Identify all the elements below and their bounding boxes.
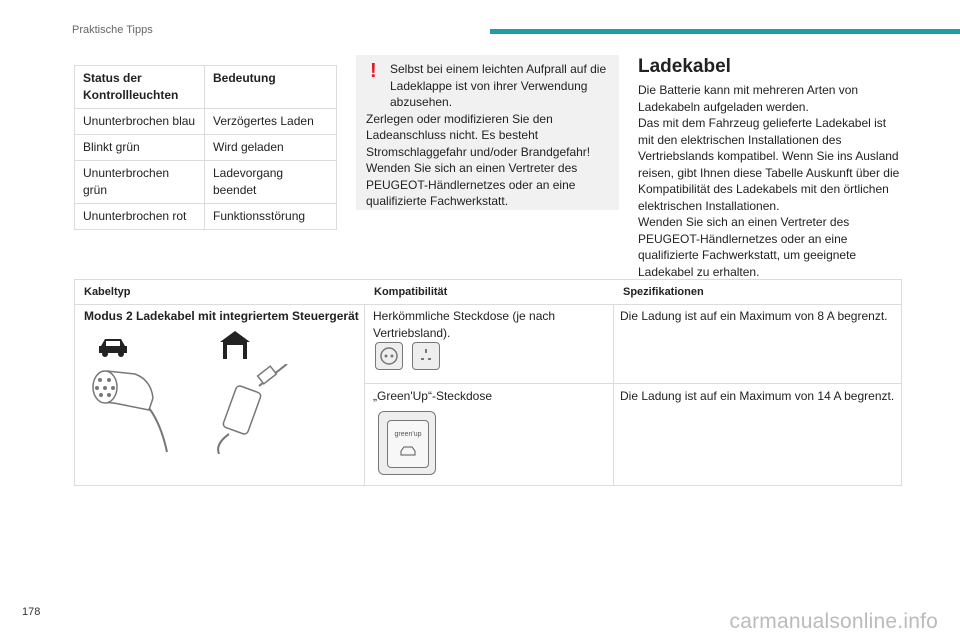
status-cell: Blinkt grün: [75, 135, 205, 161]
ladekabel-section: [638, 56, 903, 280]
divider: [365, 383, 901, 384]
table-header-row: [75, 66, 337, 109]
house-icon: [219, 330, 251, 360]
meaning-cell: Verzögertes Laden: [205, 109, 337, 135]
warning-text: Selbst bei einem leichten Aufprall auf die Ladeklappe ist von ihrer Verwendung abzusehen.: [390, 62, 607, 109]
column-header: Spezifikationen: [623, 286, 704, 298]
cable-table: [74, 279, 902, 486]
exclamation-icon: !: [370, 60, 377, 82]
meaning-cell: Ladevorgang beendet: [205, 161, 337, 204]
greenup-socket-icon: [378, 411, 436, 475]
paragraph: Die Batterie kann mit mehreren Arten von Ladekabeln aufgeladen werden.: [638, 83, 859, 114]
status-cell: Ununterbrochen rot: [75, 204, 205, 230]
divider: [75, 304, 901, 305]
cable-type-cell: Modus 2 Ladekabel mit integriertem Steuergerät: [84, 309, 359, 323]
warning-box: [356, 55, 619, 210]
specification-cell: Die Ladung ist auf ein Maximum von 14 A begrenzt.: [620, 389, 895, 403]
car-icon: [97, 336, 129, 358]
warning-text: Zerlegen oder modifizieren Sie den Ladeanschluss nicht. Es besteht Stromschlaggefahr und/oder Brandgefahr!: [366, 111, 591, 159]
compatibility-cell: „Green'Up“-Steckdose: [373, 389, 493, 403]
greenup-plate: [387, 420, 429, 468]
column-header: Bedeutung: [205, 66, 337, 109]
status-table: [74, 65, 337, 230]
paragraph: Wenden Sie sich an einen Vertreter des PEUGEOT-Händlernetzes oder an eine qualifizierte Fachwerkstatt, um geeignete Ladekabel zu erhalten.: [638, 215, 857, 279]
socket-icon: [375, 342, 403, 370]
header-accent-bar: [490, 29, 960, 34]
watermark: carmanualsonline.info: [729, 610, 938, 633]
divider: [364, 304, 365, 485]
warning-text: Wenden Sie sich an einen Vertreter des PEUGEOT-Händlernetzes oder an eine qualifizierte Fachwerkstatt.: [366, 161, 578, 208]
column-header: Kabeltyp: [84, 286, 131, 298]
meaning-cell: Funktionsstörung: [205, 204, 337, 230]
column-header: Status der Kontrollleuchten: [75, 66, 205, 109]
page-number: 178: [22, 606, 41, 618]
greenup-label: green'up: [394, 431, 422, 438]
table-row: [75, 161, 337, 204]
section-heading: Ladekabel: [638, 56, 731, 77]
divider: [613, 304, 614, 485]
ev-connector-icon: [89, 364, 189, 454]
table-row: [75, 204, 337, 230]
specification-cell: Die Ladung ist auf ein Maximum von 8 A begrenzt.: [620, 309, 888, 323]
compatibility-cell: Herkömmliche Steckdose (je nach Vertriebsland).: [373, 309, 556, 340]
control-box-plug-icon: [209, 364, 299, 454]
table-row: [75, 109, 337, 135]
status-cell: Ununterbrochen blau: [75, 109, 205, 135]
socket-icon: [412, 342, 440, 370]
table-row: [75, 135, 337, 161]
car-icon: [399, 445, 417, 457]
meaning-cell: Wird geladen: [205, 135, 337, 161]
column-header: Kompatibilität: [374, 286, 448, 298]
paragraph: Das mit dem Fahrzeug gelieferte Ladekabel ist mit den elektrischen Installationen des Vertriebslands kompatibel. Wenn Sie ins Ausland reisen, gibt Ihnen diese Tabelle Auskunft über die Kompatibilität des Ladekabels mit den örtlichen elektrischen Installationen.: [638, 116, 900, 213]
status-cell: Ununterbrochen grün: [75, 161, 205, 204]
section-title: Praktische Tipps: [72, 24, 153, 36]
